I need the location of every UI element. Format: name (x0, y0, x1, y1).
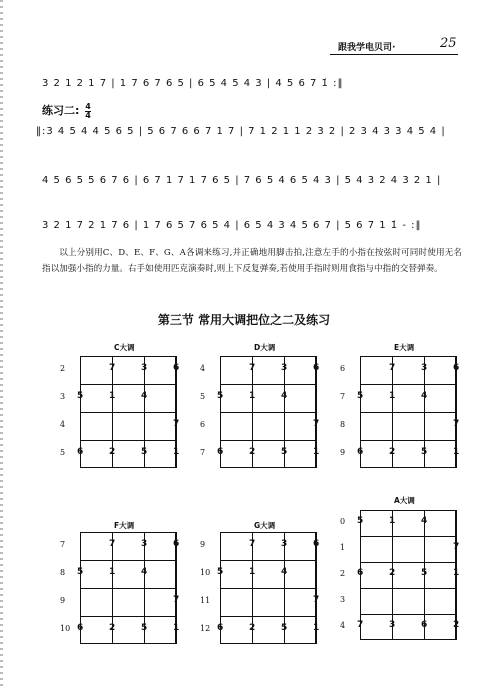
fret-note: 1 (109, 567, 116, 577)
fret-number: 9 (340, 448, 346, 457)
fret-line (360, 440, 456, 441)
fret-line (360, 536, 456, 537)
fret-note: 7 (389, 363, 396, 373)
fret-note: 7 (357, 620, 364, 630)
fret-note: 7 (453, 542, 460, 552)
fret-number: 12 (200, 624, 211, 633)
fretboard-title: G大调 (254, 521, 276, 530)
fret-note: 5 (217, 567, 224, 577)
time-signature-bottom: 4 (85, 110, 91, 120)
fret-note: 6 (77, 623, 84, 633)
fretboard-title: A大调 (394, 496, 415, 505)
fret-line (80, 384, 176, 385)
fret-number: 10 (60, 624, 71, 633)
time-signature (85, 103, 91, 120)
fret-line (220, 384, 316, 385)
section-title: 第三节 常用大调把位之二及练习 (157, 313, 331, 327)
fret-line (220, 616, 316, 617)
fret-note: 3 (421, 363, 428, 373)
fret-note: 5 (421, 568, 428, 578)
fret-note: 7 (249, 363, 256, 373)
fret-note: 6 (217, 447, 224, 457)
fret-note: 7 (109, 539, 116, 549)
fret-line (80, 616, 176, 617)
fret-note: 1 (313, 447, 320, 457)
fret-note: 2 (389, 568, 396, 578)
page-number: 25 (440, 36, 457, 51)
fretboard-title: C大调 (114, 343, 135, 352)
fret-note: 2 (453, 620, 460, 630)
fret-note: 6 (357, 568, 364, 578)
fretboard-title: E大调 (394, 343, 415, 352)
fret-note: 7 (173, 419, 180, 429)
fret-note: 7 (313, 595, 320, 605)
fret-number: 3 (60, 392, 66, 401)
fret-note: 4 (281, 567, 288, 577)
fret-line (220, 412, 316, 413)
notation-line-1: 3 2 1 2 1 7 | 1 7 6 7 6 5 | 6 5 4 5 4 3 | 4 5 6 7 1̇ :‖ (42, 78, 344, 89)
fret-number: 4 (340, 621, 346, 630)
fret-number: 7 (60, 540, 66, 549)
time-signature-top: 4 (85, 101, 91, 111)
fret-note: 6 (357, 447, 364, 457)
fret-note: 6 (453, 363, 460, 373)
fretboard-title: D大调 (254, 343, 276, 352)
fret-number: 8 (60, 568, 66, 577)
fret-note: 6 (421, 620, 428, 630)
fret-number: 4 (200, 364, 206, 373)
fret-note: 1 (389, 391, 396, 401)
notation-line-4: 3 2 1 7 2 1 7 6 | 1 7 6 5 7 6 5 4 | 6 5 4 3 4 5 6 7 | 5 6 7 1 1̇ - :‖ (42, 220, 422, 231)
fret-note: 6 (173, 539, 180, 549)
fret-note: 1 (453, 568, 460, 578)
fret-note: 3 (389, 620, 396, 630)
fret-note: 5 (77, 567, 84, 577)
fret-number: 5 (200, 392, 206, 401)
fret-note: 5 (281, 623, 288, 633)
fret-note: 7 (453, 419, 460, 429)
fret-note: 7 (109, 363, 116, 373)
fret-note: 2 (249, 623, 256, 633)
fret-line (80, 440, 176, 441)
exercise-label-text: 练习二: (42, 104, 80, 117)
fret-note: 5 (141, 447, 148, 457)
fret-line (360, 412, 456, 413)
fret-note: 1 (109, 391, 116, 401)
fret-note: 3 (141, 363, 148, 373)
fret-note: 6 (313, 539, 320, 549)
fret-number: 4 (60, 420, 66, 429)
fret-number: 7 (200, 448, 206, 457)
fretboard-title: F大调 (114, 521, 135, 530)
fret-number: 5 (60, 448, 66, 457)
fret-note: 5 (357, 516, 364, 526)
fretboard-grid (360, 510, 456, 640)
fret-note: 1 (313, 623, 320, 633)
fret-note: 5 (217, 391, 224, 401)
fret-note: 7 (313, 419, 320, 429)
fret-line (80, 560, 176, 561)
fret-note: 6 (313, 363, 320, 373)
fret-line (220, 560, 316, 561)
fret-note: 3 (281, 363, 288, 373)
fret-note: 2 (109, 623, 116, 633)
notation-line-3: 4 5 6 5 5 6 7 6 | 6 7 1 7 1 7 6 5 | 7 6 5 4 6 5 4 3 | 5 4 3 2 4 3 2 1 | (42, 175, 442, 186)
fret-number: 6 (200, 420, 206, 429)
fret-note: 3 (281, 539, 288, 549)
fret-note: 5 (357, 391, 364, 401)
fret-note: 1 (249, 567, 256, 577)
instruction-paragraph: 以上分别用C、D、E、F、G、A各调来练习,并正确地用脚击拍,注意左手的小指在按弦时可同时使用无名指以加强小指的力量。右手如使用匹克演奏时,则上下反复弹奏,若使用手指时则用食指与中指的交替弹奏。 (42, 248, 462, 274)
fret-note: 7 (249, 539, 256, 549)
fret-note: 5 (77, 391, 84, 401)
fret-note: 1 (389, 516, 396, 526)
fret-note: 3 (141, 539, 148, 549)
fret-number: 9 (200, 540, 206, 549)
fret-number: 2 (340, 569, 346, 578)
fret-number: 11 (200, 596, 211, 605)
fret-note: 4 (281, 391, 288, 401)
fret-line (80, 588, 176, 589)
fret-number: 0 (340, 517, 346, 526)
fret-number: 7 (340, 392, 346, 401)
fret-note: 2 (249, 447, 256, 457)
notation-line-2: ‖:3 4 5 4 4 5 6 5 | 5 6 7 6 6 7 1 7 | 7 1 2 1 1 2 3 2 | 2 3 4 3 3 4 5 4 | (36, 126, 446, 137)
fret-line (360, 562, 456, 563)
fret-note: 7 (173, 595, 180, 605)
fret-note: 4 (421, 391, 428, 401)
fret-note: 2 (109, 447, 116, 457)
fret-note: 2 (389, 447, 396, 457)
fret-note: 4 (421, 516, 428, 526)
fret-note: 1 (173, 447, 180, 457)
fret-number: 3 (340, 595, 346, 604)
fret-note: 1 (453, 447, 460, 457)
fret-note: 1 (249, 391, 256, 401)
fret-note: 5 (141, 623, 148, 633)
fret-note: 4 (141, 567, 148, 577)
fret-note: 4 (141, 391, 148, 401)
fret-line (80, 412, 176, 413)
header-rule (330, 54, 458, 55)
page-header (0, 0, 488, 60)
fret-line (360, 384, 456, 385)
fret-line (220, 588, 316, 589)
fret-number: 8 (340, 420, 346, 429)
fret-note: 1 (173, 623, 180, 633)
fret-line (220, 440, 316, 441)
fret-number: 10 (200, 568, 211, 577)
page-binding-edge (0, 0, 3, 690)
fret-line (360, 614, 456, 615)
fret-note: 6 (217, 623, 224, 633)
fret-line (360, 588, 456, 589)
fret-note: 5 (281, 447, 288, 457)
fret-note: 6 (77, 447, 84, 457)
exercise-label (42, 102, 91, 120)
fret-number: 2 (60, 364, 66, 373)
fret-note: 5 (421, 447, 428, 457)
fret-note: 6 (173, 363, 180, 373)
fret-number: 1 (340, 543, 346, 552)
book-brand: 跟我学电贝司· (338, 43, 396, 53)
fret-number: 9 (60, 596, 66, 605)
fret-number: 6 (340, 364, 346, 373)
